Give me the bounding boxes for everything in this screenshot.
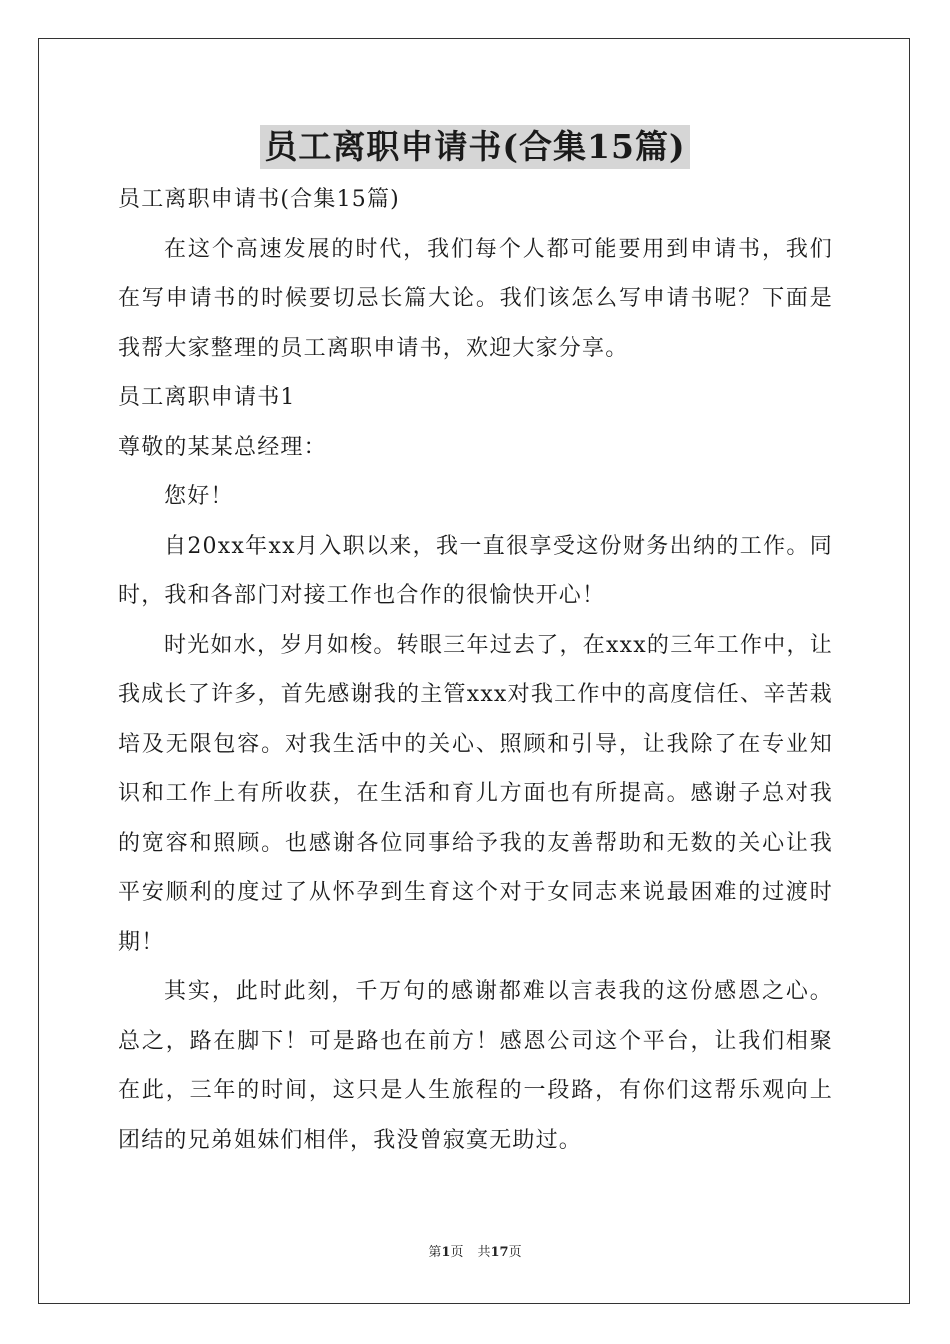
title-area [0,125,950,169]
paragraph-body: 其实，此时此刻，千万句的感谢都难以言表我的这份感恩之心。总之，路在脚下！可是路也在前方！感恩公司这个平台，让我们相聚在此，三年的时间，这只是人生旅程的一段路，有你们这帮乐观向上团结的兄弟姐妹们相伴，我没曾寂寞无助过。 [118,979,833,1153]
page-current: 1 [441,1245,451,1260]
document-title: 员工离职申请书(合集15篇) [260,125,689,169]
paragraph-intro: 在这个高速发展的时代，我们每个人都可能要用到申请书，我们在写申请书的时候要切忌长篇大论。我们该怎么写申请书呢？下面是我帮大家整理的员工离职申请书，欢迎大家分享。 [118,236,833,361]
page-total: 17 [490,1245,509,1260]
total-prefix: 共 [477,1245,491,1260]
page-footer [0,1244,950,1262]
paragraph-body: 时光如水，岁月如梭。转眼三年过去了，在xxx的三年工作中，让我成长了许多，首先感谢我的主管xxx对我工作中的高度信任、辛苦栽培及无限包容。对我生活中的关心、照顾和引导，让我除了在专业知识和工作上有所收获，在生活和育儿方面也有所提高。感谢子总对我的宽容和照顾。也感谢各位同事给予我的友善帮助和无数的关心让我平安顺利的度过了从怀孕到生育这个对于女同志来说最困难的过渡时期！ [118,632,833,955]
page-prefix: 第 [428,1245,442,1260]
document-body [118,175,833,1165]
total-suffix: 页 [508,1245,522,1260]
paragraph-body: 自20xx年xx月入职以来，我一直很享受这份财务出纳的工作。同时，我和各部门对接工作也合作的很愉快开心！ [118,533,833,608]
document-subtitle: 员工离职申请书(合集15篇) [118,187,400,212]
section-heading: 员工离职申请书1 [118,385,296,410]
greeting: 您好！ [164,484,234,509]
page-suffix: 页 [450,1245,464,1260]
salutation: 尊敬的某某总经理： [118,434,327,460]
